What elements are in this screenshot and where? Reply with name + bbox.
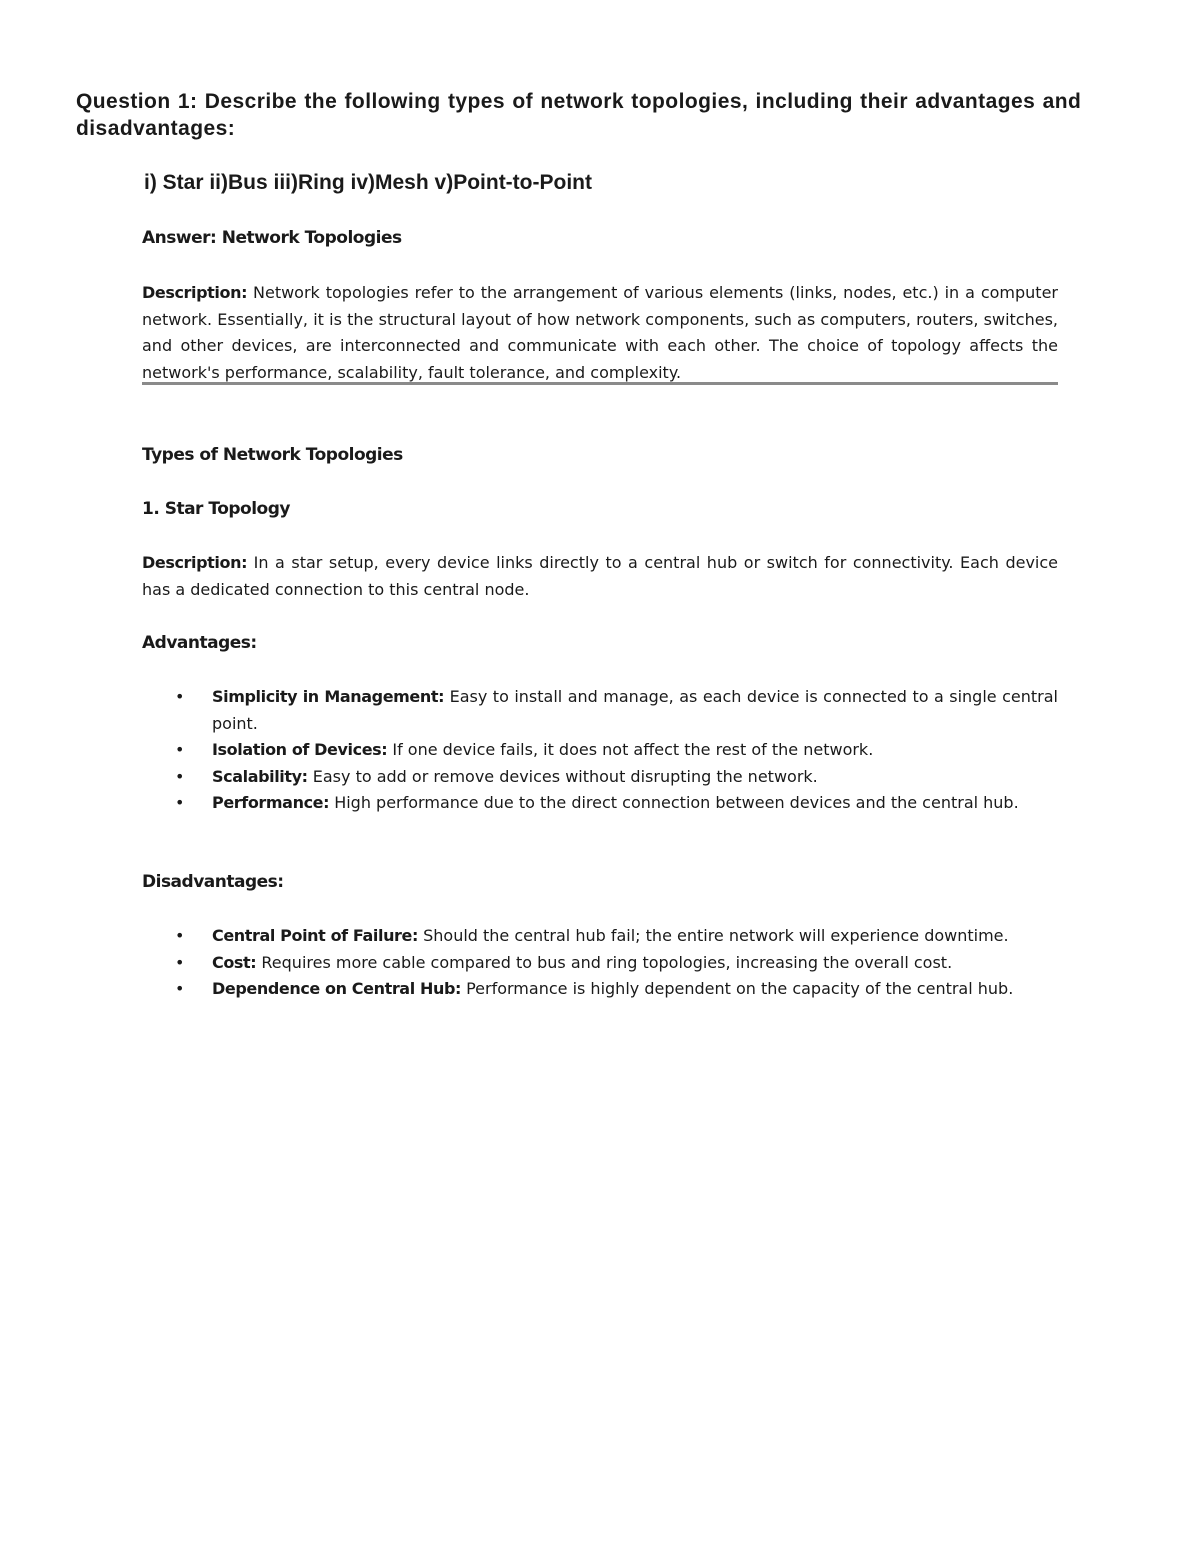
list-item [142,764,1058,791]
list-item [142,976,1058,1003]
bullet-icon: • [175,766,185,786]
list-item [142,923,1058,950]
bullet-icon: • [175,952,185,972]
bullet-icon: • [175,793,185,812]
section-divider [142,382,1058,385]
advantage-label: Scalability: [212,766,308,786]
disadvantage-text: Requires more cable compared to bus and ring topologies, increasing the overall cost. [256,952,953,972]
advantage-text: Easy to install and manage, as each device is connected to a single central point. [212,687,1058,733]
advantage-label: Performance: [212,793,330,812]
disadvantage-label: Dependence on Central Hub: [212,979,461,998]
disadvantages-heading: Disadvantages: [142,872,284,892]
list-item [142,684,1058,737]
list-item [142,950,1058,977]
types-heading: Types of Network Topologies [142,445,403,465]
advantage-text: Easy to add or remove devices without disrupting the network. [307,766,818,786]
description-text: Network topologies refer to the arrangement of various elements (links, nodes, etc.) in a computer network. Essentially, it is the structural layout of how network components, such as computers, routers, switches, and other devices, are interconnected and communicate with each other. The choice of topology affects the network's performance, scalability, fault tolerance, and complexity. [142,283,1058,382]
star-topology-heading: 1. Star Topology [142,499,290,519]
advantage-text: High performance due to the direct connection between devices and the central hub. [329,793,1019,812]
star-description-label: Description: [142,553,248,572]
bullet-icon: • [175,740,185,759]
description-paragraph [142,280,1058,386]
star-description-text: In a star setup, every device links directly to a central hub or switch for connectivity. Each device has a dedicated connection to this central node. [142,553,1058,599]
topology-list-subtitle: i) Star ii)Bus iii)Ring iv)Mesh v)Point-to-Point [144,171,592,194]
advantage-label: Simplicity in Management: [212,687,445,706]
disadvantage-label: Central Point of Failure: [212,926,419,945]
bullet-icon: • [175,687,185,706]
disadvantage-text: Should the central hub fail; the entire network will experience downtime. [418,926,1009,945]
advantage-text: If one device fails, it does not affect the rest of the network. [387,740,874,759]
star-description-paragraph [142,550,1058,603]
disadvantage-text: Performance is highly dependent on the capacity of the central hub. [461,979,1014,998]
disadvantages-list [142,923,1058,1003]
bullet-icon: • [175,926,185,945]
bullet-icon: • [175,979,185,998]
advantage-label: Isolation of Devices: [212,740,388,759]
list-item [142,790,1058,817]
advantages-list [142,684,1058,817]
disadvantage-label: Cost: [212,952,257,972]
answer-heading: Answer: Network Topologies [142,228,402,248]
list-item [142,737,1058,764]
advantages-heading: Advantages: [142,633,257,653]
description-label: Description: [142,283,248,302]
question-title: Question 1: Describe the following types of network topologies, including their advantages and disadvantages: [76,90,1082,140]
